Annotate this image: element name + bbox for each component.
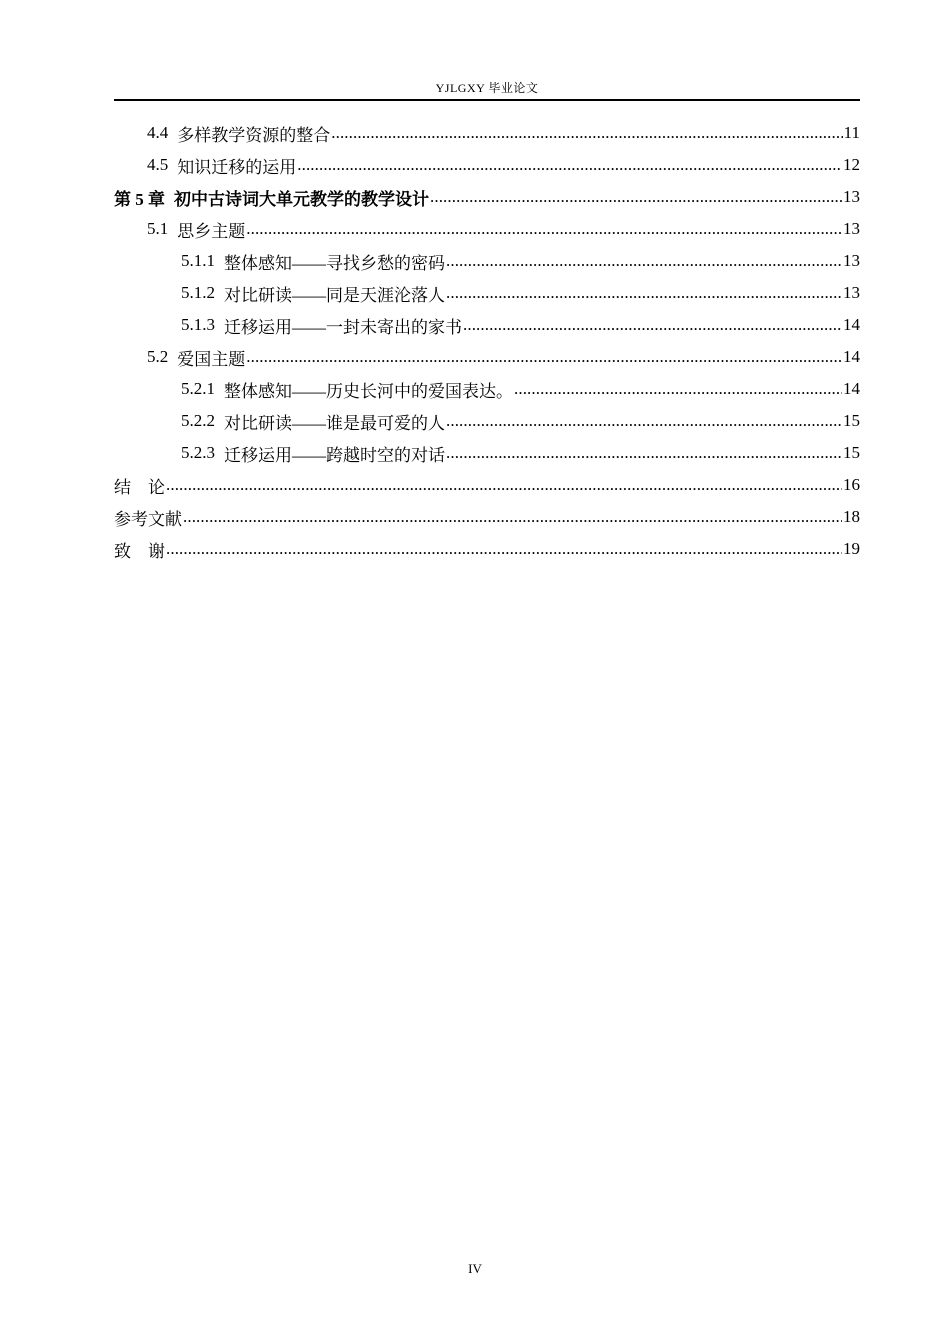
toc-entry-number: 5.1.3 [181, 315, 215, 334]
dot-leader [463, 315, 842, 335]
toc-entry[interactable] [114, 469, 860, 501]
toc-entry-number: 5.2.3 [181, 443, 215, 462]
dot-leader [514, 379, 842, 399]
running-header: YJLGXY 毕业论文 [435, 81, 539, 95]
toc-entry-page: 15 [843, 443, 860, 462]
toc-entry-page: 14 [843, 315, 860, 334]
toc-entry-page: 12 [843, 155, 860, 174]
toc-entry-number: 4.4 [147, 123, 169, 142]
toc-entry-page: 14 [843, 379, 860, 398]
toc-entry-page: 13 [843, 187, 860, 206]
toc-entry[interactable] [114, 277, 860, 309]
dot-leader [297, 155, 842, 175]
toc-entry-number: 4.5 [147, 155, 169, 174]
toc-entry-number: 5.2.1 [181, 379, 215, 398]
dot-leader [446, 283, 842, 303]
toc-entry[interactable] [114, 309, 860, 341]
dot-leader [446, 251, 842, 271]
toc-entry-title: 多样教学资源的整合 [177, 125, 331, 145]
dot-leader [166, 539, 842, 559]
dot-leader [430, 187, 842, 207]
dot-leader [246, 219, 842, 239]
dot-leader [166, 475, 842, 495]
toc-entry-page: 14 [843, 347, 860, 366]
dot-leader [246, 347, 842, 367]
table-of-contents [114, 117, 860, 565]
toc-entry[interactable] [114, 341, 860, 373]
toc-entry[interactable] [114, 117, 860, 149]
dot-leader [331, 123, 842, 143]
dot-leader [183, 507, 842, 527]
dot-leader [446, 443, 842, 463]
toc-entry[interactable] [114, 437, 860, 469]
toc-entry-title: 整体感知——历史长河中的爱国表达。 [224, 381, 513, 401]
toc-entry-number: 5.1.2 [181, 283, 215, 302]
toc-entry[interactable] [114, 405, 860, 437]
toc-entry-title: 迁移运用——跨越时空的对话 [224, 445, 445, 465]
toc-entry[interactable] [114, 181, 860, 213]
toc-entry-page: 16 [843, 475, 860, 494]
toc-entry-page: 18 [843, 507, 860, 526]
toc-entry[interactable] [114, 149, 860, 181]
toc-entry-title: 致 谢 [114, 541, 165, 561]
header-rule [114, 99, 860, 101]
toc-entry-title: 整体感知——寻找乡愁的密码 [224, 253, 445, 273]
page-number: IV [468, 1261, 482, 1276]
toc-entry-title: 初中古诗词大单元教学的教学设计 [174, 189, 429, 209]
toc-entry[interactable] [114, 533, 860, 565]
toc-entry-number: 第 5 章 [114, 189, 165, 209]
toc-entry-title: 知识迁移的运用 [177, 157, 297, 177]
toc-entry-title: 迁移运用——一封未寄出的家书 [224, 317, 462, 337]
toc-entry-title: 参考文献 [114, 509, 182, 529]
toc-entry-page: 15 [843, 411, 860, 430]
toc-entry-title: 对比研读——同是天涯沦落人 [224, 285, 445, 305]
toc-entry-number: 5.2.2 [181, 411, 215, 430]
toc-entry-page: 19 [843, 539, 860, 558]
toc-entry-number: 5.1.1 [181, 251, 215, 270]
toc-entry[interactable] [114, 501, 860, 533]
toc-entry-number: 5.2 [147, 347, 169, 366]
toc-entry-title: 思乡主题 [177, 221, 246, 241]
toc-entry-title: 爱国主题 [177, 349, 246, 369]
toc-entry-page: 13 [843, 251, 860, 270]
toc-entry-page: 13 [843, 283, 860, 302]
toc-entry[interactable] [114, 213, 860, 245]
toc-entry-number: 5.1 [147, 219, 169, 238]
toc-entry-page: 11 [843, 123, 860, 142]
toc-entry[interactable] [114, 245, 860, 277]
toc-entry[interactable] [114, 373, 860, 405]
toc-entry-page: 13 [843, 219, 860, 238]
toc-entry-title: 对比研读——谁是最可爱的人 [224, 413, 445, 433]
toc-entry-title: 结 论 [114, 477, 165, 497]
dot-leader [446, 411, 842, 431]
